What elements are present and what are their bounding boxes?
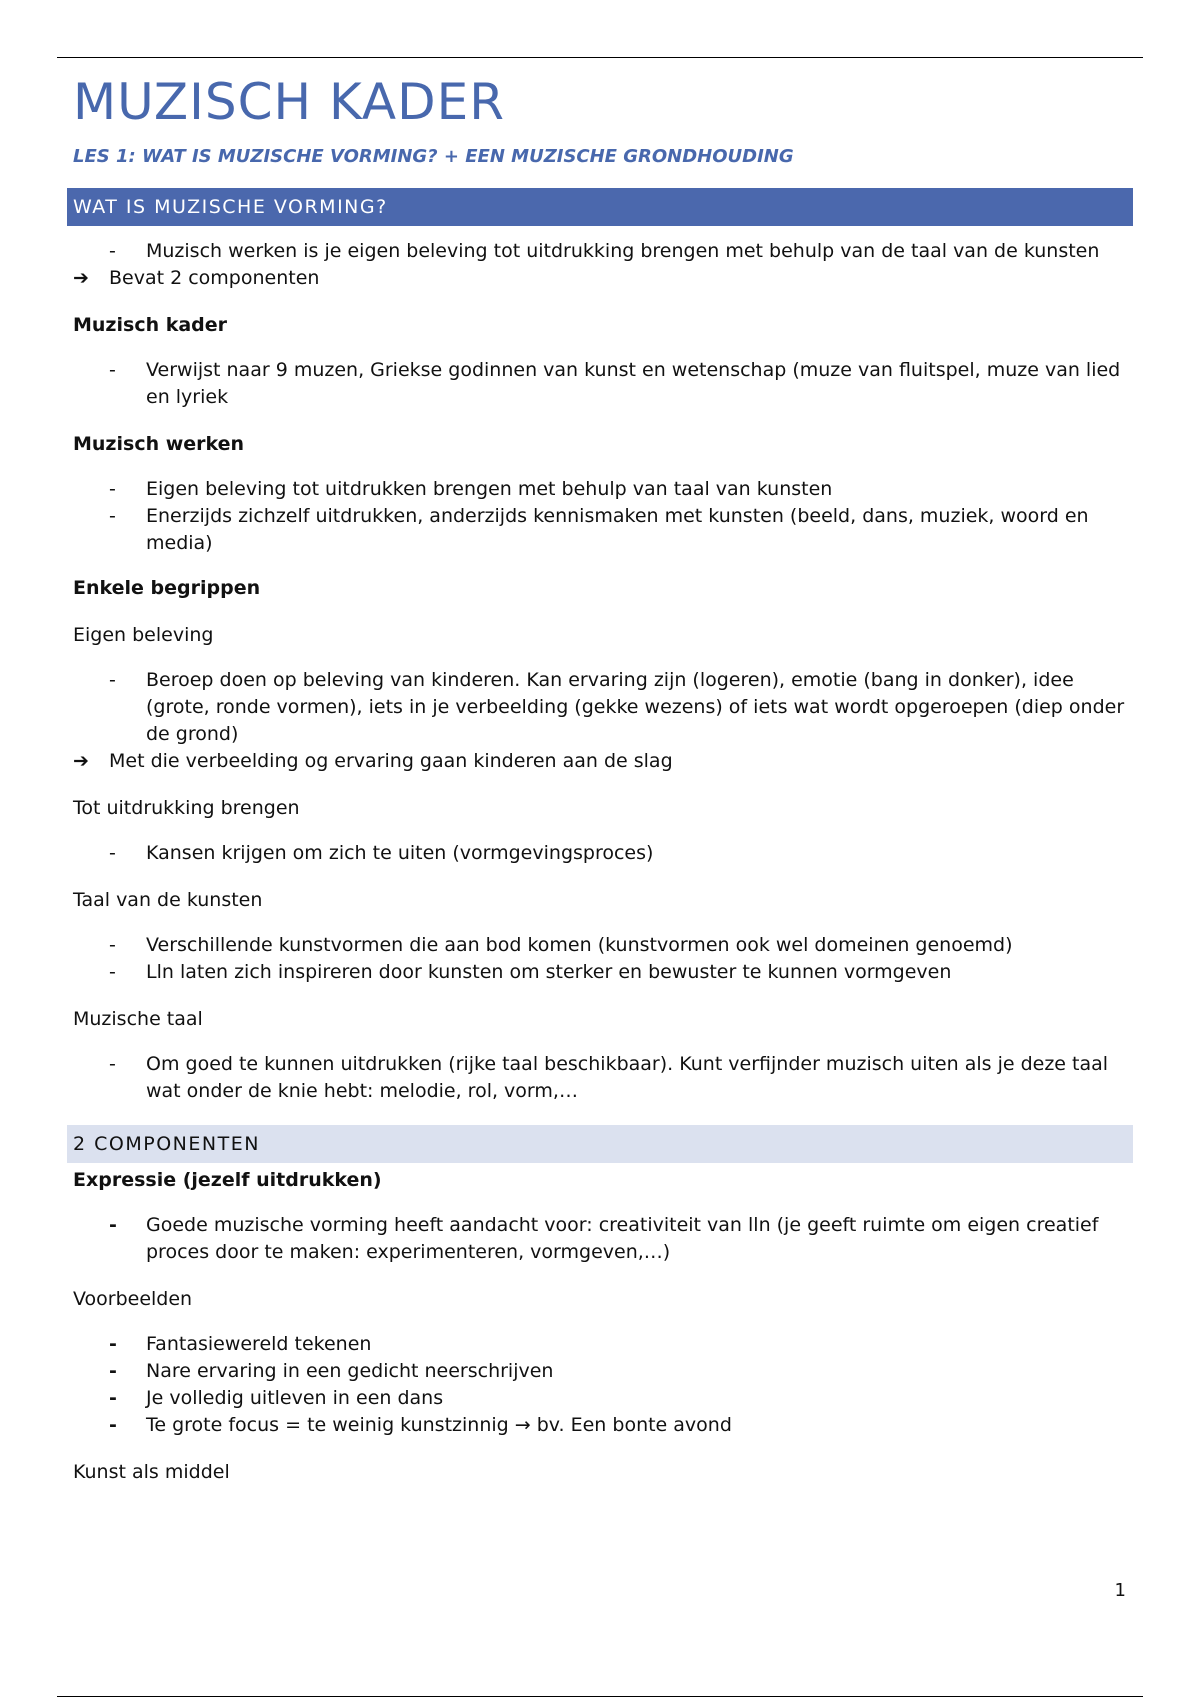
list-item: - Nare ervaring in een gedicht neerschrijven xyxy=(73,1358,1133,1385)
list-item: - Lln laten zich inspireren door kunsten om sterker en bewuster te kunnen vormgeven xyxy=(73,959,1133,986)
list-item: - Verschillende kunstvormen die aan bod komen (kunstvormen ook wel domeinen genoemd) xyxy=(73,932,1133,959)
term-kunst-als-middel: Kunst als middel xyxy=(73,1461,230,1483)
list-item: - Muzisch werken is je eigen beleving tot uitdrukking brengen met behulp van de taal van de kunsten xyxy=(73,238,1133,265)
list-item: - Te grote focus = te weinig kunstzinnig → bv. Een bonte avond xyxy=(73,1412,1133,1439)
arrow-right-icon: ➔ xyxy=(73,750,89,772)
muzische-taal-list xyxy=(73,1051,1133,1105)
voorbeelden-list xyxy=(73,1331,1133,1439)
term-voorbeelden: Voorbeelden xyxy=(73,1288,193,1310)
list-item: - Beroep doen op beleving van kinderen. Kan ervaring zijn (logeren), emotie (bang in donker), idee (grote, ronde vormen), iets in je verbeelding (gekke wezens) of iets wat wordt opgeroepen (diep onder de grond) xyxy=(73,667,1133,748)
arrow-right-icon: ➔ xyxy=(73,267,89,289)
subheading-expressie: Expressie (jezelf uitdrukken) xyxy=(73,1169,382,1191)
top-rule xyxy=(57,57,1143,58)
list-item: - Verwijst naar 9 muzen, Griekse godinnen van kunst en wetenschap (muze van fluitspel, muze van lied en lyriek xyxy=(73,357,1133,411)
intro-list xyxy=(73,238,1133,265)
page-number: 1 xyxy=(1114,1580,1126,1601)
term-muzische-taal: Muzische taal xyxy=(73,1008,203,1030)
term-eigen-beleving: Eigen beleving xyxy=(73,624,214,646)
term-tot-uitdrukking-brengen: Tot uitdrukking brengen xyxy=(73,797,300,819)
arrow-note-text: Bevat 2 componenten xyxy=(109,267,320,289)
bottom-rule xyxy=(57,1696,1143,1697)
uitdrukking-list xyxy=(73,840,1133,867)
arrow-note-text: Met die verbeelding og ervaring gaan kinderen aan de slag xyxy=(109,750,673,772)
section-heading-muzische-vorming: WAT IS MUZISCHE VORMING? xyxy=(67,188,1133,226)
document-title: MUZISCH KADER xyxy=(73,73,505,131)
eigen-beleving-list xyxy=(73,667,1133,748)
subheading-enkele-begrippen: Enkele begrippen xyxy=(73,577,261,599)
muzisch-kader-list xyxy=(73,357,1133,411)
muzisch-werken-list xyxy=(73,476,1133,557)
list-item: - Fantasiewereld tekenen xyxy=(73,1331,1133,1358)
expressie-list xyxy=(73,1212,1133,1266)
section-heading-2-componenten: 2 COMPONENTEN xyxy=(67,1125,1133,1163)
list-item: - Kansen krijgen om zich te uiten (vormgevingsproces) xyxy=(73,840,1133,867)
list-item: - Eigen beleving tot uitdrukken brengen met behulp van taal van kunsten xyxy=(73,476,1133,503)
list-item: - Goede muzische vorming heeft aandacht voor: creativiteit van lln (je geeft ruimte om eigen creatief proces door te maken: experimenteren, vormgeven,…) xyxy=(73,1212,1133,1266)
subheading-muzisch-kader: Muzisch kader xyxy=(73,314,228,336)
list-item: - Je volledig uitleven in een dans xyxy=(73,1385,1133,1412)
arrow-note xyxy=(73,265,1133,292)
list-item: - Enerzijds zichzelf uitdrukken, anderzijds kennismaken met kunsten (beeld, dans, muziek, woord en media) xyxy=(73,503,1133,557)
lesson-subtitle: LES 1: WAT IS MUZISCHE VORMING? + EEN MUZISCHE GRONDHOUDING xyxy=(73,146,794,167)
subheading-muzisch-werken: Muzisch werken xyxy=(73,433,245,455)
document-body xyxy=(73,70,1133,1486)
list-item: - Om goed te kunnen uitdrukken (rijke taal beschikbaar). Kunt verfijnder muzisch uiten als je deze taal wat onder de knie hebt: melodie, rol, vorm,… xyxy=(73,1051,1133,1105)
arrow-note xyxy=(73,748,1133,775)
term-taal-van-de-kunsten: Taal van de kunsten xyxy=(73,889,263,911)
taal-kunsten-list xyxy=(73,932,1133,986)
